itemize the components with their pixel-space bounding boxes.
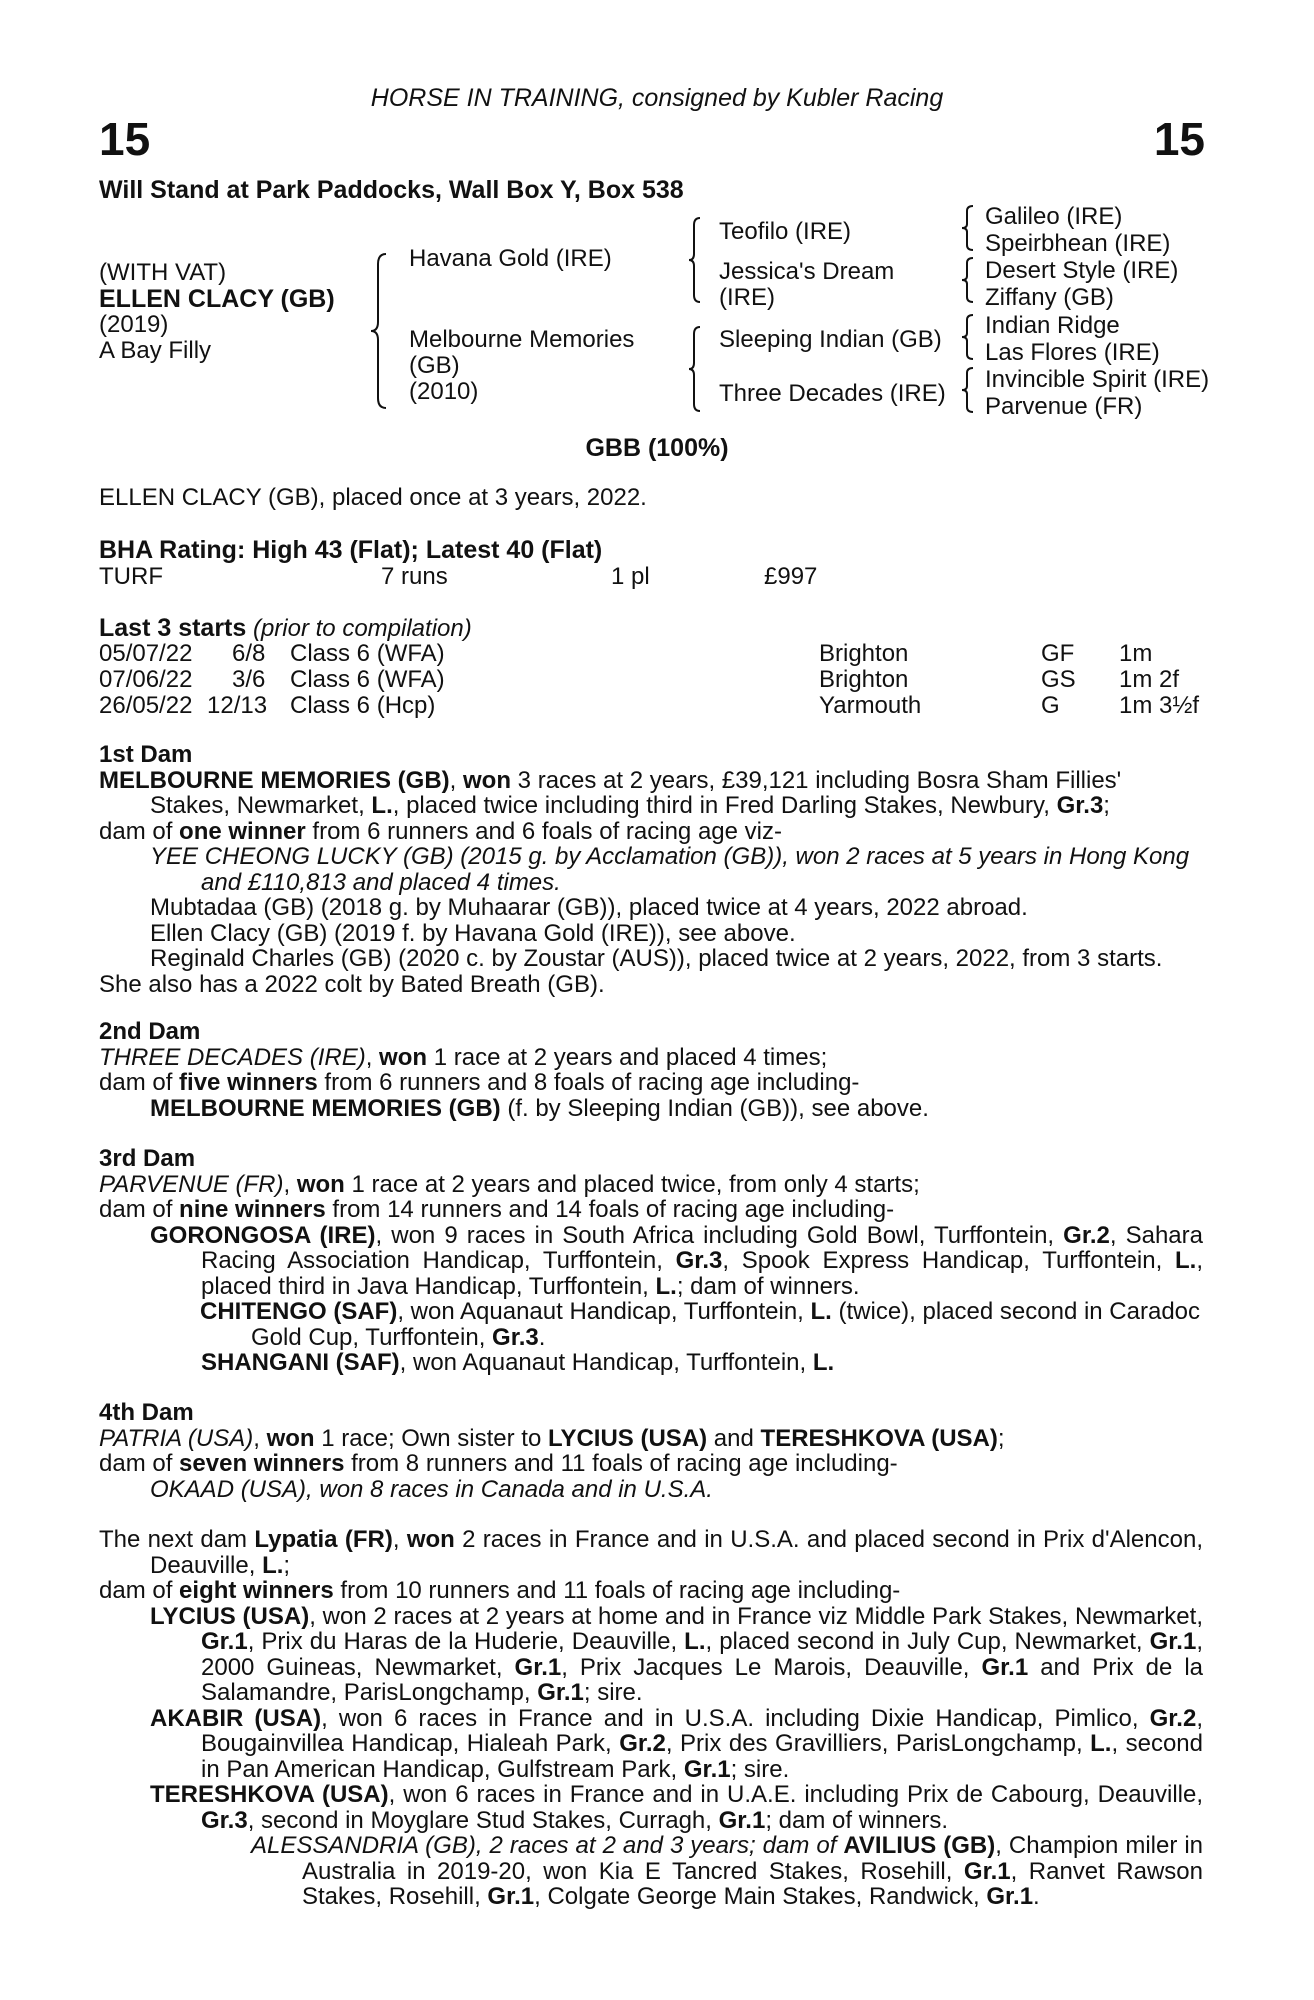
text-run: from 14 runners and 14 foals of racing age including-: [325, 1196, 895, 1223]
start-row: [99, 666, 1203, 692]
pedigree-dam-dam: Three Decades (IRE): [719, 380, 946, 407]
text-run: 3 races at 2 years, £39,121 including Bosra Sham Fillies' Stakes, Newmarket,: [150, 766, 1122, 819]
start-class: Class 6 (WFA): [290, 666, 445, 693]
text-run: won: [379, 1043, 428, 1071]
text-run: from 10 runners and 11 foals of racing age including-: [333, 1577, 901, 1604]
start-position: 6/8: [232, 640, 266, 667]
text-run: ,: [253, 1424, 267, 1452]
text-run: , 2 races at 2 and 3 years; dam of: [475, 1832, 844, 1859]
text-run: , won Aquanaut Handicap, Turffontein,: [397, 1298, 811, 1325]
produce-entry: [99, 1223, 1203, 1300]
pedigree-brace-ds: [961, 313, 975, 361]
text-run: and: [707, 1424, 761, 1452]
text-run: Lypatia (FR): [254, 1526, 393, 1553]
pedigree-brace-dd: [961, 366, 975, 414]
text-run: TERESHKOVA (USA): [150, 1781, 389, 1808]
produce-entry: [99, 1299, 1203, 1350]
pedigree-dss: Indian Ridge: [985, 312, 1120, 339]
text-run: L.: [371, 792, 393, 819]
produce-entry: YEE CHEONG LUCKY (GB) (2015 g. by Acclamation (GB)), won 2 races at 5 years in Hong Kong and £110,813 and placed 4 times.: [150, 843, 1190, 896]
pedigree-brace-sire: [688, 216, 702, 304]
bha-rating: BHA Rating: High 43 (Flat); Latest 40 (Flat): [99, 536, 603, 564]
fourth-dam-heading: 4th Dam: [99, 1399, 194, 1426]
text-run: won: [463, 766, 512, 794]
next-dam-section: [99, 1527, 1203, 1910]
pedigree-brace-ss: [961, 204, 975, 252]
last-starts-heading: [99, 614, 472, 643]
text-run: dam of: [99, 817, 180, 845]
pedigree-brace-dam: [688, 325, 702, 413]
text-run: L.: [262, 1551, 284, 1579]
start-going: GF: [1041, 640, 1075, 667]
breeding-percentage: GBB (100%): [585, 434, 729, 462]
text-run: from 8 runners and 11 foals of racing age including-: [344, 1450, 898, 1477]
fourth-dam-section: [99, 1400, 1203, 1502]
fourth-dam-record: [99, 1426, 1203, 1452]
text-run: Gr.3: [201, 1806, 248, 1834]
text-run: Gr.1: [201, 1628, 248, 1655]
text-run: AVILIUS (GB): [843, 1832, 996, 1859]
text-run: dam of: [99, 1196, 180, 1223]
horse-description: A Bay Filly: [99, 337, 212, 364]
text-run: ; sire.: [583, 1679, 643, 1706]
text-run: , won 9 races in South Africa including Gold Bowl, Turffontein,: [375, 1221, 1064, 1249]
start-going: GS: [1041, 666, 1076, 693]
next-dam-record: [99, 1527, 1203, 1578]
text-run: Gr.1: [981, 1653, 1029, 1681]
text-run: L.: [810, 1298, 832, 1325]
text-run: ; dam of winners.: [676, 1272, 860, 1300]
text-run: L.: [812, 1349, 835, 1376]
pedigree-brace-gen1: [370, 252, 388, 410]
record-runs: 7 runs: [381, 563, 448, 590]
text-run: ,: [365, 1043, 380, 1071]
text-run: ; sire.: [730, 1755, 790, 1783]
text-run: (f. by Sleeping Indian (GB)), see above.: [500, 1094, 929, 1122]
text-run: dam of: [99, 1069, 180, 1096]
text-run: five winners: [179, 1069, 318, 1096]
start-position: 3/6: [232, 666, 266, 693]
pedigree-brace-sd: [961, 256, 975, 304]
text-run: Gr.2: [619, 1730, 666, 1757]
text-run: , Bougainvillea Handicap, Hialeah Park,: [201, 1704, 1203, 1757]
pedigree-sire-dam-line2: (IRE): [719, 284, 775, 311]
text-run: , Prix des Gravilliers, ParisLongchamp,: [665, 1730, 1091, 1757]
produce-entry: [99, 1706, 1203, 1783]
text-run: TERESHKOVA (USA): [760, 1424, 998, 1452]
text-run: L.: [655, 1272, 677, 1300]
text-run: , placed third in Java Handicap, Turffontein,: [201, 1247, 1203, 1300]
pedigree-dam-line2: (GB): [409, 352, 460, 379]
start-row: [99, 692, 1203, 718]
text-run: Gr.1: [514, 1653, 562, 1681]
text-run: LYCIUS (USA): [150, 1602, 310, 1630]
start-distance: 1m: [1119, 640, 1153, 667]
text-run: MELBOURNE MEMORIES (GB): [150, 1094, 501, 1122]
second-dam-heading: 2nd Dam: [99, 1018, 201, 1045]
produce-entry: [99, 1096, 1203, 1122]
dam-name: PATRIA (USA): [99, 1424, 254, 1452]
produce-entry: Reginald Charles (GB) (2020 c. by Zoustar (AUS)), placed twice at 2 years, 2022, from 3 starts.: [150, 945, 1163, 972]
text-run: from 6 runners and 8 foals of racing age including-: [317, 1069, 860, 1096]
text-run: Gr.1: [963, 1857, 1011, 1885]
text-run: , Ranvet Rawson Stakes, Rosehill,: [302, 1857, 1203, 1910]
third-dam-record: [99, 1172, 1203, 1198]
text-run: Gr.3: [492, 1323, 539, 1351]
consignor-header: HORSE IN TRAINING, consigned by Kubler Racing: [370, 84, 944, 112]
text-run: ALESSANDRIA (GB): [251, 1832, 476, 1859]
text-run: Gr.1: [487, 1883, 535, 1910]
text-run: Gr.2: [1149, 1704, 1197, 1732]
last-starts-title: Last 3 starts: [99, 614, 247, 642]
start-class: Class 6 (WFA): [290, 640, 445, 667]
produce-entry: [99, 1782, 1203, 1833]
pedigree-dam-line3: (2010): [409, 378, 479, 405]
start-class: Class 6 (Hcp): [290, 692, 436, 719]
text-run: dam of: [99, 1450, 180, 1477]
produce-note: She also has a 2022 colt by Bated Breath (GB).: [99, 970, 605, 998]
text-run: ,: [283, 1170, 297, 1198]
text-run: , placed twice including third in Fred Darling Stakes, Newbury,: [392, 792, 1057, 819]
text-run: .: [1033, 1883, 1040, 1910]
text-run: 1 race at 2 years and placed 4 times;: [427, 1043, 828, 1071]
start-distance: 1m 3½f: [1119, 692, 1200, 719]
pedigree-ssd: Speirbhean (IRE): [985, 230, 1171, 257]
text-run: eight winners: [179, 1577, 334, 1604]
text-run: ,: [449, 766, 464, 794]
text-run: Gr.3: [675, 1247, 723, 1274]
text-run: ;: [997, 1424, 1005, 1452]
dam-name: MELBOURNE MEMORIES (GB): [99, 766, 450, 794]
text-run: .: [538, 1323, 546, 1351]
text-run: Gr.1: [1149, 1628, 1197, 1655]
text-run: L.: [684, 1628, 706, 1655]
horse-name: ELLEN CLACY (GB): [99, 285, 335, 313]
text-run: ,: [392, 1526, 407, 1553]
text-run: , Champion miler in Australia in 2019-20, won Kia E Tancred Stakes, Rosehill,: [302, 1832, 1204, 1885]
produce-entry: [99, 1604, 1203, 1706]
text-run: , second in Pan American Handicap, Gulfstream Park,: [201, 1730, 1203, 1783]
text-run: and Prix de la Salamandre, ParisLongchamp,: [201, 1653, 1203, 1706]
text-run: Gr.3: [1056, 792, 1104, 819]
text-run: , Sahara Racing Association Handicap, Turffontein,: [201, 1221, 1203, 1274]
third-dam-section: [99, 1146, 1203, 1376]
text-run: , won 2 races at 2 years at home and in France viz Middle Park Stakes, Newmarket,: [309, 1602, 1203, 1630]
text-run: Gr.1: [718, 1806, 766, 1834]
first-dam-produce-summary: [99, 819, 1203, 845]
text-run: Gr.1: [537, 1679, 584, 1706]
text-run: won: [406, 1526, 455, 1553]
pedigree-sdd: Ziffany (GB): [985, 284, 1114, 311]
pedigree-sire-sire: Teofilo (IRE): [719, 218, 852, 245]
vat-note: (WITH VAT): [99, 259, 227, 286]
text-run: one winner: [179, 817, 306, 845]
text-run: The next dam: [99, 1526, 255, 1553]
first-dam-section: [99, 742, 1203, 997]
foaling-year: (2019): [99, 311, 169, 338]
start-date: 05/07/22: [99, 640, 193, 667]
text-run: , Spook Express Handicap, Turffontein,: [722, 1247, 1175, 1274]
text-run: Gr.1: [986, 1883, 1034, 1910]
start-position: 12/13: [207, 692, 268, 719]
text-run: , Prix du Haras de la Huderie, Deauville,: [247, 1628, 685, 1655]
text-run: nine winners: [179, 1196, 326, 1223]
produce-entry: Mubtadaa (GB) (2018 g. by Muhaarar (GB)), placed twice at 4 years, 2022 abroad.: [150, 894, 1028, 921]
text-run: won: [266, 1424, 315, 1452]
third-dam-produce-summary: [99, 1197, 1203, 1223]
pedigree-sire: Havana Gold (IRE): [409, 245, 612, 272]
last-starts-note: (prior to compilation): [252, 615, 472, 642]
text-run: , won 6 races in France and in U.S.A. including Dixie Handicap, Pimlico,: [321, 1704, 1150, 1732]
text-run: , won 6 races in France and in U.A.E. including Prix de Cabourg, Deauville,: [388, 1781, 1203, 1808]
fourth-dam-produce-summary: [99, 1451, 1203, 1477]
record-surface: TURF: [99, 563, 163, 590]
start-going: G: [1041, 692, 1060, 719]
horse-summary: ELLEN CLACY (GB), placed once at 3 years, 2022.: [99, 484, 647, 511]
produce-entry: OKAAD (USA), won 8 races in Canada and in U.S.A.: [150, 1475, 713, 1503]
stand-location: Will Stand at Park Paddocks, Wall Box Y, Box 538: [99, 176, 684, 204]
text-run: 2 races in France and in U.S.A. and placed second in Prix d'Alencon, Deauville,: [150, 1526, 1203, 1579]
text-run: ;: [1103, 792, 1110, 819]
text-run: , won Aquanaut Handicap, Turffontein,: [399, 1349, 813, 1376]
text-run: Gr.2: [1063, 1221, 1110, 1249]
text-run: L.: [1175, 1247, 1197, 1274]
dam-name: THREE DECADES (IRE): [99, 1043, 366, 1071]
text-run: , Colgate George Main Stakes, Randwick,: [534, 1883, 987, 1910]
text-run: Gr.1: [683, 1755, 731, 1783]
start-course: Brighton: [819, 640, 909, 667]
text-run: AKABIR (USA): [150, 1704, 322, 1732]
pedigree-sss: Galileo (IRE): [985, 203, 1123, 230]
pedigree-sds: Desert Style (IRE): [985, 257, 1179, 284]
lot-number-right: 15: [1153, 113, 1205, 165]
text-run: L.: [1090, 1730, 1112, 1757]
lot-number-left: 15: [99, 113, 151, 165]
produce-entry: Ellen Clacy (GB) (2019 f. by Havana Gold (IRE)), see above.: [150, 919, 796, 947]
text-run: (twice), placed second in Caradoc Gold Cup, Turffontein,: [251, 1298, 1201, 1351]
text-run: CHITENGO (SAF): [200, 1298, 398, 1325]
start-date: 26/05/22: [99, 692, 193, 719]
pedigree-dam-line1: Melbourne Memories: [409, 326, 635, 353]
second-dam-record: [99, 1045, 1203, 1071]
next-dam-produce-summary: [99, 1578, 1203, 1604]
record-placed: 1 pl: [611, 563, 650, 590]
start-course: Yarmouth: [819, 692, 922, 719]
text-run: , Prix Jacques Le Marois, Deauville,: [561, 1653, 982, 1681]
start-date: 07/06/22: [99, 666, 193, 693]
second-dam-section: [99, 1019, 1203, 1121]
start-row: [99, 640, 1203, 666]
pedigree-ddd: Parvenue (FR): [985, 393, 1143, 420]
pedigree-dam-sire: Sleeping Indian (GB): [719, 326, 942, 353]
produce-entry: [99, 1350, 1203, 1376]
record-earnings: £997: [764, 563, 818, 590]
text-run: won: [296, 1170, 345, 1198]
dam-name: PARVENUE (FR): [99, 1170, 284, 1198]
text-run: dam of: [99, 1577, 180, 1604]
second-dam-produce-summary: [99, 1070, 1203, 1096]
produce-entry: [99, 1833, 1203, 1910]
text-run: , second in Moyglare Stud Stakes, Curragh,: [247, 1806, 719, 1834]
text-run: SHANGANI (SAF): [201, 1349, 400, 1376]
first-dam-record: [99, 768, 1203, 819]
pedigree-sire-dam-line1: Jessica's Dream: [719, 258, 895, 285]
start-course: Brighton: [819, 666, 909, 693]
text-run: ;: [283, 1551, 291, 1579]
text-run: ; dam of winners.: [765, 1806, 949, 1834]
text-run: GORONGOSA (IRE): [150, 1221, 376, 1249]
first-dam-heading: 1st Dam: [99, 741, 193, 768]
pedigree-dds: Invincible Spirit (IRE): [985, 366, 1210, 393]
text-run: 1 race; Own sister to: [314, 1424, 548, 1452]
career-record: [99, 563, 1203, 589]
pedigree-dsd: Las Flores (IRE): [985, 339, 1160, 366]
text-run: from 6 runners and 6 foals of racing age viz-: [305, 817, 782, 845]
third-dam-heading: 3rd Dam: [99, 1145, 196, 1172]
text-run: LYCIUS (USA): [548, 1424, 708, 1452]
text-run: , 2000 Guineas, Newmarket,: [201, 1628, 1203, 1681]
text-run: 1 race at 2 years and placed twice, from only 4 starts;: [344, 1170, 920, 1198]
text-run: , placed second in July Cup, Newmarket,: [705, 1628, 1150, 1655]
start-distance: 1m 2f: [1119, 666, 1180, 693]
text-run: seven winners: [179, 1450, 345, 1477]
